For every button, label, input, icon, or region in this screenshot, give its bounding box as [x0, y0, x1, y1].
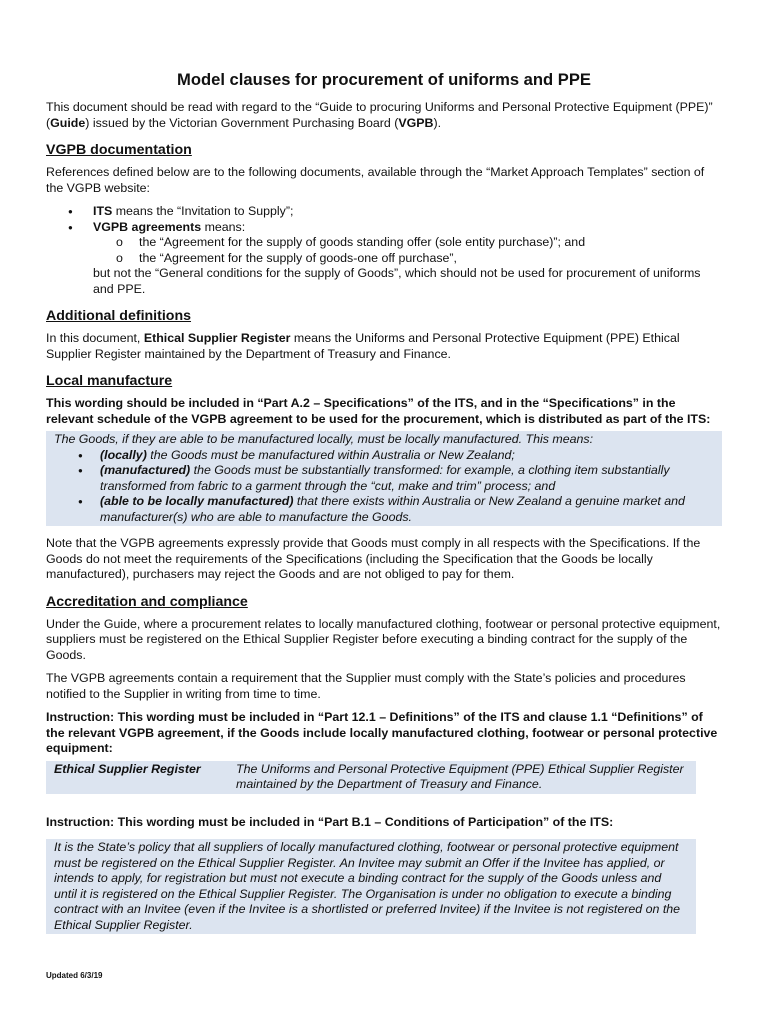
- definition-term: Ethical Supplier Register: [54, 761, 201, 776]
- sub-item: o the “Agreement for the supply of goods-one off purchase”,: [46, 251, 722, 267]
- clause-list: [54, 448, 712, 526]
- accreditation-heading: Accreditation and compliance: [46, 593, 248, 610]
- agreements-sublist: [93, 235, 722, 266]
- list-item-its: ● ITS means the “Invitation to Supply”;: [46, 204, 722, 220]
- local-manufacture-note: Note that the VGPB agreements expressly provide that Goods must comply in all respects with the Specifications. If the Goods do not meet the requirements of the Specifications (including the Specification that the Goods be locally manufactured), purchasers may reject the Goods and are not obliged to pay for them.: [46, 536, 701, 581]
- vgpb-documentation-heading: VGPB documentation: [46, 142, 192, 158]
- local-manufacture-instruction: This wording should be included in “Part A.2 – Specifications” of the ITS, and in the “Specifications” in the relevant schedule of the VGPB agreement to be used for the procurement, which is distributed as part of the ITS:: [46, 396, 711, 426]
- additional-definitions-paragraph: In this document, Ethical Supplier Register means the Uniforms and Personal Protective Equipment (PPE) Ethical Supplier Register maintained by the Department of Treasury and Finance.: [46, 331, 680, 361]
- definitions-list: [46, 204, 722, 266]
- list-item: ● (able to be locally manufactured) that there exists within Australia or New Zealand a genuine market and manufacturer(s) who are able to manufacture the Goods.: [54, 494, 712, 525]
- list-item: ● (locally) the Goods must be manufactured within Australia or New Zealand;: [54, 448, 712, 464]
- updated-date-footer: Updated 6/3/19: [46, 971, 103, 980]
- page-title: Model clauses for procurement of uniforms and PPE: [177, 70, 591, 89]
- general-conditions-note: but not the “General conditions for the supply of Goods”, which should not be used for procurement of uniforms and PPE.: [93, 266, 701, 296]
- local-manufacture-clause-box: [46, 431, 722, 526]
- definitions-instruction: Instruction: This wording must be included in “Part 12.1 – Definitions” of the ITS and clause 1.1 “Definitions” of the relevant VGPB agreement, if the Goods include locally manufactured clothing, footwear or personal protective equipment:: [46, 710, 718, 755]
- list-item: ● (manufactured) the Goods must be substantially transformed: for example, a clothing item substantially transformed from fabric to a garment through the “cut, make and trim” process; and: [54, 463, 712, 494]
- local-manufacture-heading: Local manufacture: [46, 373, 173, 389]
- participation-instruction: Instruction: This wording must be included in “Part B.1 – Conditions of Participation” of the ITS:: [46, 814, 614, 829]
- clause-intro: The Goods, if they are able to be manufactured locally, must be locally manufactured. This means:: [54, 432, 594, 446]
- state-policy-clause-box: It is the State’s policy that all suppliers of locally manufactured clothing, footwear or personal protective equipment must be registered on the Ethical Supplier Register. An Invitee may submit an Offer if the Invitee has applied, or intends to apply, for registration but must not execute a binding contract for the supply of the Goods unless and until it is registered on the Ethical Supplier Register. The Organisation is under no obligation to execute a binding contract with an Invitee (even if the Invitee is a shortlisted or preferred Invitee) if the Invitee is not registered on the Ethical Supplier Register.: [46, 839, 696, 934]
- sub-item: o the “Agreement for the supply of goods standing offer (sole entity purchase)”; and: [46, 235, 722, 251]
- list-item-vgpb-agreements: ● VGPB agreements means: o the “Agreement for the supply of goods standing offer (sole entity purchase)”; and o the “Agreement for the supply of goods-one off purchase”,: [46, 220, 722, 267]
- vgpb-documentation-paragraph: References defined below are to the following documents, available through the “Market Approach Templates” section of the VGPB website:: [46, 165, 705, 195]
- accreditation-paragraph-1: Under the Guide, where a procurement relates to locally manufactured clothing, footwear or personal protective equipment, suppliers must be registered on the Ethical Supplier Register before executing a binding contract for the supply of the Goods.: [46, 616, 721, 662]
- additional-definitions-heading: Additional definitions: [46, 308, 192, 324]
- definition-text: The Uniforms and Personal Protective Equipment (PPE) Ethical Supplier Register maintained by the Department of Treasury and Finance.: [236, 761, 684, 791]
- intro-paragraph: This document should be read with regard to the “Guide to procuring Uniforms and Personal Protective Equipment (PPE)” (Guide) issued by the Victorian Government Purchasing Board (VGPB).: [46, 100, 713, 130]
- accreditation-paragraph-2: The VGPB agreements contain a requirement that the Supplier must comply with the State’s policies and procedures notified to the Supplier in writing from time to time.: [46, 671, 686, 701]
- ethical-register-definition: [46, 761, 696, 794]
